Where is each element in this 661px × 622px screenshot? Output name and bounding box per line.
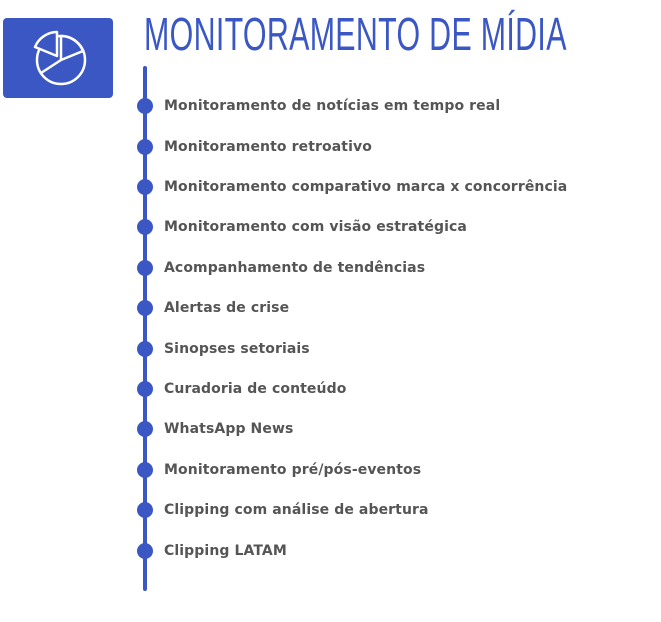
timeline-dot	[137, 300, 153, 316]
list-item	[0, 135, 620, 159]
page-title: MONITORAMENTO DE MÍDIA	[144, 8, 567, 60]
timeline-dot	[137, 139, 153, 155]
timeline-dot	[137, 381, 153, 397]
list-item	[0, 337, 620, 361]
list-item	[0, 175, 620, 199]
timeline-dot	[137, 260, 153, 276]
timeline-dot	[137, 543, 153, 559]
timeline-dot	[137, 502, 153, 518]
item-label: Clipping LATAM	[164, 543, 287, 559]
timeline-dot	[137, 421, 153, 437]
list-item	[0, 256, 620, 280]
list-item	[0, 417, 620, 441]
list-item	[0, 498, 620, 522]
list-item	[0, 458, 620, 482]
item-label: Sinopses setoriais	[164, 341, 310, 357]
list-item	[0, 377, 620, 401]
list-item	[0, 215, 620, 239]
item-label: Alertas de crise	[164, 300, 290, 316]
item-label: WhatsApp News	[164, 421, 294, 437]
item-label: Monitoramento retroativo	[164, 139, 372, 155]
item-label: Monitoramento com visão estratégica	[164, 219, 467, 235]
item-label: Monitoramento comparativo marca x concorrência	[164, 179, 568, 195]
item-label: Acompanhamento de tendências	[164, 260, 426, 276]
item-label: Monitoramento de notícias em tempo real	[164, 98, 501, 114]
timeline-dot	[137, 179, 153, 195]
timeline-dot	[137, 219, 153, 235]
timeline-dot	[137, 462, 153, 478]
timeline-dot	[137, 98, 153, 114]
item-label: Monitoramento pré/pós-eventos	[164, 462, 422, 478]
item-label: Clipping com análise de abertura	[164, 502, 429, 518]
timeline-dot	[137, 341, 153, 357]
list-item	[0, 539, 620, 563]
item-label: Curadoria de conteúdo	[164, 381, 347, 397]
list-item	[0, 296, 620, 320]
list-item	[0, 94, 620, 118]
